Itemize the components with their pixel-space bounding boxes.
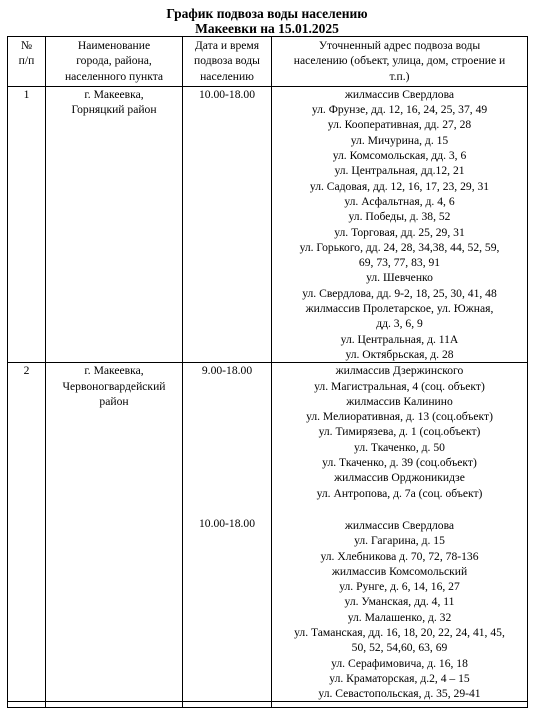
address-line: ул. Антропова, д. 7а (соц. объект): [316, 486, 483, 500]
address-line: ул. Торговая, дд. 25, 29, 31: [334, 225, 465, 239]
address-line: ул. Ткаченко, д. 50: [354, 440, 445, 454]
address-line: ул. Садовая, дд. 12, 16, 17, 23, 29, 31: [309, 179, 490, 193]
document-title: [0, 6, 534, 36]
address-line: ул. Серафимовича, д. 16, 18: [331, 656, 468, 670]
address-line: жилмассив Калинино: [346, 394, 453, 408]
city-line: Горняцкий район: [71, 103, 157, 117]
header-line: населенного пункта: [64, 69, 164, 83]
address-line: ул. Кооперативная, дд. 27, 28: [327, 118, 472, 132]
address-line: ул. Мелиоративная, д. 13 (соц.объект): [306, 410, 493, 424]
address-line: ул. Магистральная, 4 (соц. объект): [314, 379, 485, 393]
row-datetime: [183, 86, 272, 362]
header-line: Наименование: [77, 39, 151, 52]
address-line: ул. Асфальтная, д. 4, 6: [344, 194, 455, 208]
address-line: ул. Таманская, дд. 16, 18, 20, 22, 24, 41, 45,: [294, 625, 505, 639]
table-header-row: [8, 37, 528, 87]
city-line: район: [99, 394, 129, 408]
title-line-1: График подвоза воды населению: [166, 6, 368, 21]
row-addresses: [272, 363, 528, 702]
address-line: ул. Рунге, д. 6, 14, 16, 27: [339, 580, 460, 594]
title-line-2: Макеевки на 15.01.2025: [195, 21, 339, 36]
time-slot: 10.00-18.00: [198, 516, 256, 530]
row-addresses: [272, 86, 528, 362]
table-row: [8, 702, 528, 708]
address-line: 69, 73, 77, 83, 91: [358, 256, 441, 270]
address-line: 50, 52, 54,60, 63, 69: [351, 641, 448, 655]
address-line: жилмассив Пролетарское, ул. Южная,: [305, 302, 494, 316]
address-line: ул. Краматорская, д.2, 4 – 15: [329, 671, 470, 685]
header-line: города, района,: [76, 54, 152, 68]
city-line: Червоногвардейский: [62, 379, 166, 393]
header-line: №: [20, 39, 33, 52]
address-line: ул. Комсомольская, дд. 3, 6: [332, 149, 467, 163]
header-line: п/п: [18, 54, 35, 68]
header-line: т.п.): [389, 69, 410, 83]
header-datetime: [183, 37, 272, 87]
time-slot: 9.00-18.00: [201, 364, 253, 378]
time-slot: 10.00-18.00: [198, 87, 256, 101]
row-number: 2: [8, 363, 46, 702]
row-datetime: [183, 363, 272, 702]
address-line: ул. Хлебникова д. 70, 72, 78-136: [320, 549, 479, 563]
address-line: ул. Свердлова, дд. 9-2, 18, 25, 30, 41, 48: [302, 286, 497, 300]
address-line: ул. Уманская, дд. 4, 11: [344, 595, 455, 609]
row-number: 1: [8, 86, 46, 362]
row-city: [46, 86, 183, 362]
address-line: ул. Малашенко, д. 32: [347, 610, 452, 624]
header-line: населению: [200, 69, 254, 83]
address-line: ул. Мичурина, д. 15: [350, 133, 449, 147]
address-line: жилмассив Свердлова: [344, 518, 455, 532]
header-address: [272, 37, 528, 87]
address-line: ул. Гагарина, д. 15: [354, 534, 445, 548]
address-line: ул. Ткаченко, д. 39 (соц.объект): [322, 456, 477, 470]
address-line: ул. Шевченко: [366, 271, 433, 285]
address-line: ул. Фрунзе, дд. 12, 16, 24, 25, 37, 49: [311, 103, 488, 117]
city-line: г. Макеевка,: [84, 87, 144, 101]
header-line: Уточненный адрес подвоза воды: [318, 39, 481, 52]
address-line: ул. Победы, д. 38, 52: [348, 210, 451, 224]
address-line: ул. Севастопольская, д. 35, 29-41: [318, 687, 481, 701]
row-city: [46, 363, 183, 702]
address-line: жилмассив Дзержинского: [335, 364, 464, 378]
row-datetime: [183, 702, 272, 708]
address-line: ул. Центральная, дд.12, 21: [334, 164, 465, 178]
city-line: г. Макеевка,: [84, 364, 144, 378]
row-city: [46, 702, 183, 708]
header-line: подвоза воды: [194, 54, 260, 68]
address-line: ул. Горького, дд. 24, 28, 34,38, 44, 52, 59,: [299, 240, 500, 254]
schedule-table: [7, 36, 528, 708]
address-line: ул. Октябрьская, д. 28: [345, 347, 454, 361]
address-line: ул. Тимирязева, д. 1 (соц.объект): [318, 425, 481, 439]
address-line: ул. Центральная, д. 11А: [340, 332, 459, 346]
header-number: [8, 37, 46, 87]
address-line: жилмассив Свердлова: [344, 87, 455, 101]
row-addresses: [272, 702, 528, 708]
header-city: [46, 37, 183, 87]
row-number: [8, 702, 46, 708]
header-line: Дата и время: [194, 39, 260, 52]
address-line: дд. 3, 6, 9: [376, 317, 423, 331]
address-line: жилмассив Комсомольский: [331, 564, 468, 578]
address-line: жилмассив Орджоникидзе: [334, 471, 465, 485]
header-line: населению (объект, улица, дом, строение и: [293, 54, 506, 68]
table-row: [8, 86, 528, 362]
table-row: [8, 363, 528, 702]
